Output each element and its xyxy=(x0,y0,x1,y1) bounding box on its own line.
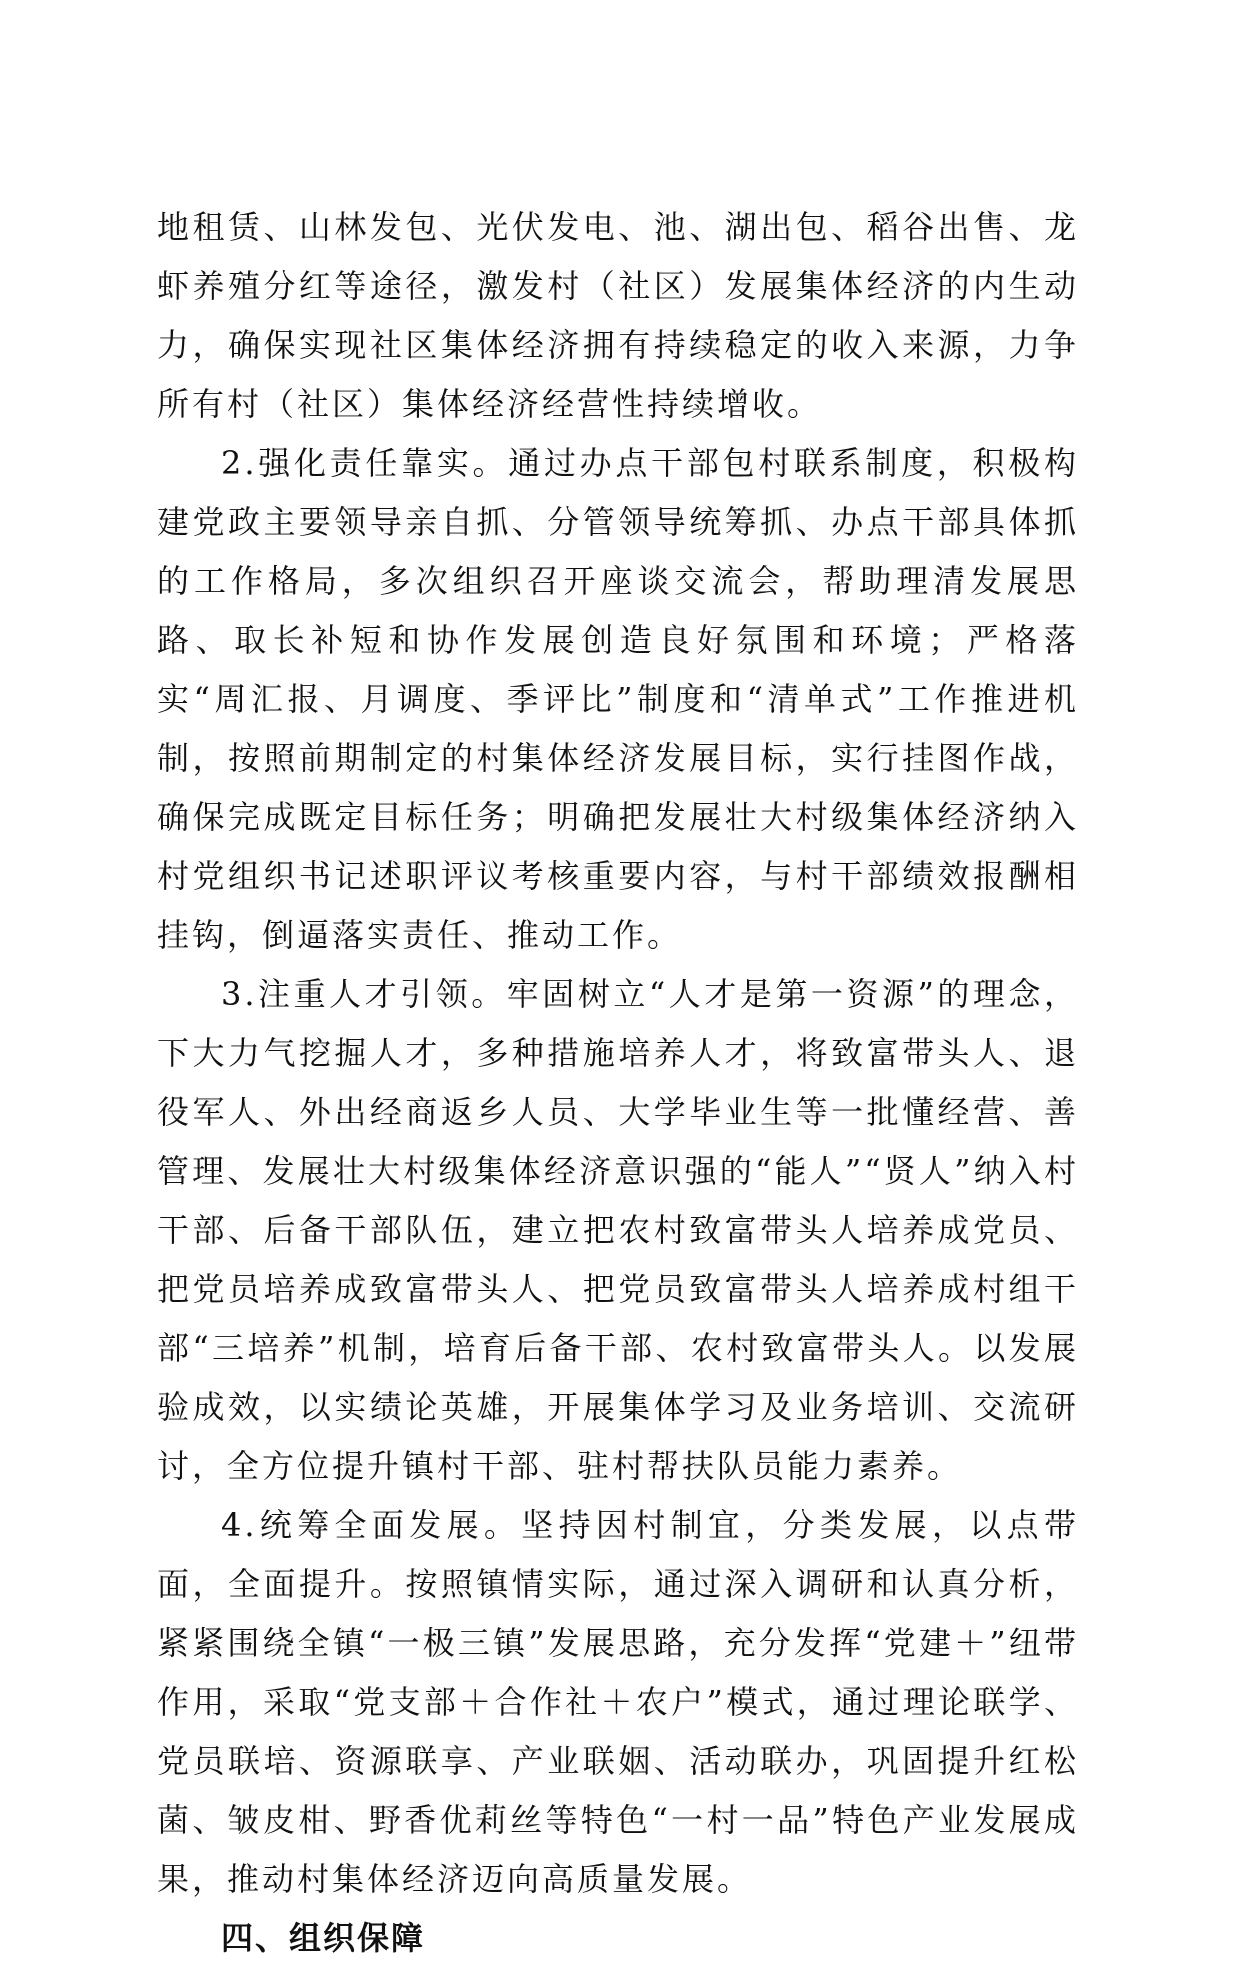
paragraph-item-2: 2.强化责任靠实。通过办点干部包村联系制度，积极构建党政主要领导亲自抓、分管领导统筹抓、办点干部具体抓的工作格局，多次组织召开座谈交流会，帮助理清发展思路、取长补短和协作发展创造良好氛围和环境；严格落实“周汇报、月调度、季评比”制度和“清单式”工作推进机制，按照前期制定的村集体经济发展目标，实行挂图作战，确保完成既定目标任务；明确把发展壮大村级集体经济纳入村党组织书记述职评议考核重要内容，与村干部绩效报酬相挂钩，倒逼落实责任、推动工作。 xyxy=(157,444,1079,954)
paragraph-continuation: 地租赁、山林发包、光伏发电、池、湖出包、稻谷出售、龙虾养殖分红等途径，激发村（社区）发展集体经济的内生动力，确保实现社区集体经济拥有持续稳定的收入来源，力争所有村（社区）集体经济经营性持续增收。 xyxy=(157,208,1079,423)
paragraph-item-3: 3.注重人才引领。牢固树立“人才是第一资源”的理念，下大力气挖掘人才，多种措施培养人才，将致富带头人、退役军人、外出经商返乡人员、大学毕业生等一批懂经营、善管理、发展壮大村级集体经济意识强的“能人”“贤人”纳入村干部、后备干部队伍，建立把农村致富带头人培养成党员、把党员培养成致富带头人、把党员致富带头人培养成村组干部“三培养”机制，培育后备干部、农村致富带头人。以发展验成效，以实绩论英雄，开展集体学习及业务培训、交流研讨，全方位提升镇村干部、驻村帮扶队员能力素养。 xyxy=(157,975,1079,1485)
section-heading: 四、组织保障 xyxy=(221,1919,426,1957)
document-body xyxy=(157,198,1079,1968)
paragraph-item-4: 4.统筹全面发展。坚持因村制宜，分类发展，以点带面，全面提升。按照镇情实际，通过深入调研和认真分析，紧紧围绕全镇“一极三镇”发展思路，充分发挥“党建＋”纽带作用，采取“党支部＋合作社＋农户”模式，通过理论联学、党员联培、资源联享、产业联姻、活动联办，巩固提升红松菌、皱皮柑、野香优莉丝等特色“一村一品”特色产业发展成果，推动村集体经济迈向高质量发展。 xyxy=(157,1506,1079,1898)
